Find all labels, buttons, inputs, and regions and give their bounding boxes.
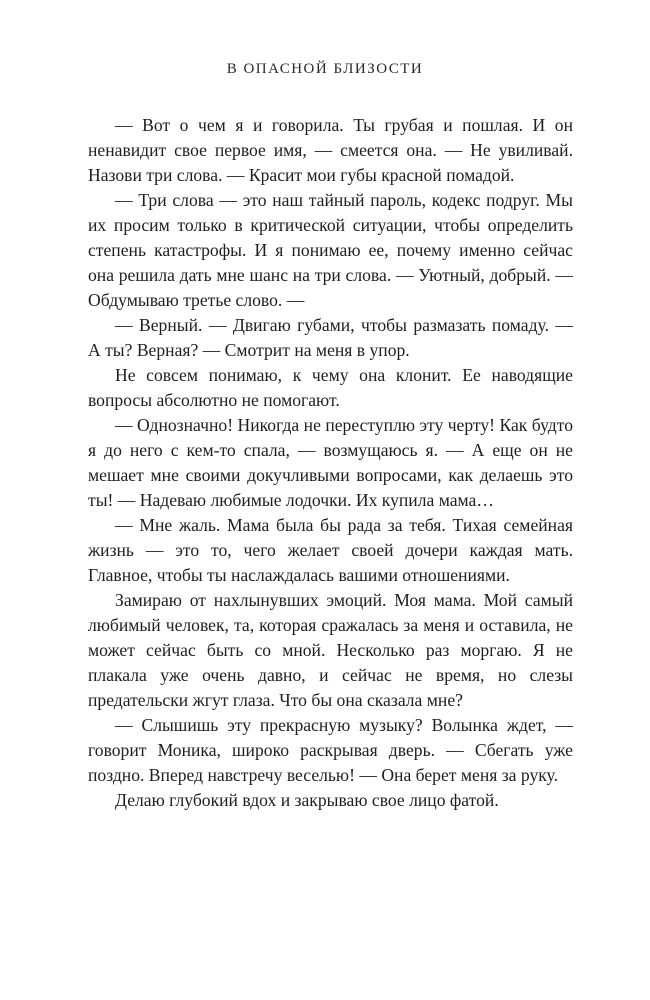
running-head: В ОПАСНОЙ БЛИЗОСТИ [226,61,424,77]
paragraph: — Слышишь эту прекрасную музыку? Волынка ждет, — говорит Моника, широко раскрывая дверь. — Сбегать уже поздно. Вперед навстречу веселью! — Она берет меня за руку. [88,715,573,785]
paragraph: Делаю глубокий вдох и закрываю свое лицо фатой. [115,790,499,810]
paragraph: — Мне жаль. Мама была бы рада за тебя. Тихая семейная жизнь — это то, чего желает своей дочери каждая мать. Главное, чтобы ты наслаждалась вашими отношениями. [88,515,573,585]
paragraph: — Вот о чем я и говорила. Ты грубая и пошлая. И он ненавидит свое первое имя, — смеется она. — Не увиливай. Назови три слова. — Красит мои губы красной помадой. [88,115,573,185]
paragraph: — Однозначно! Никогда не переступлю эту черту! Как будто я до него с кем-то спала, — возмущаюсь я. — А еще он не мешает мне своими докучливыми вопросами, как делаешь это ты! — Надеваю любимые лодочки. Их купила мама… [88,415,573,510]
paragraph: — Три слова — это наш тайный пароль, кодекс подруг. Мы их просим только в критической ситуации, чтобы определить степень катастрофы. И я понимаю ее, почему именно сейчас она решила дать мне шанс на три слова. — Уютный, добрый. — Обдумываю третье слово. — [88,190,573,310]
paragraph: Замираю от нахлынувших эмоций. Моя мама. Мой самый любимый человек, та, которая сражалась за меня и оставила, не может сейчас быть со мной. Несколько раз моргаю. Я не плакала уже очень давно, и сейчас не время, но слезы предательски жгут глаза. Что бы она сказала мне? [88,590,573,710]
body-text [88,113,573,813]
paragraph: Не совсем понимаю, к чему она клонит. Ее наводящие вопросы абсолютно не помогают. [88,365,573,410]
paragraph: — Верный. — Двигаю губами, чтобы размазать помаду. — А ты? Верная? — Смотрит на меня в упор. [88,315,573,360]
